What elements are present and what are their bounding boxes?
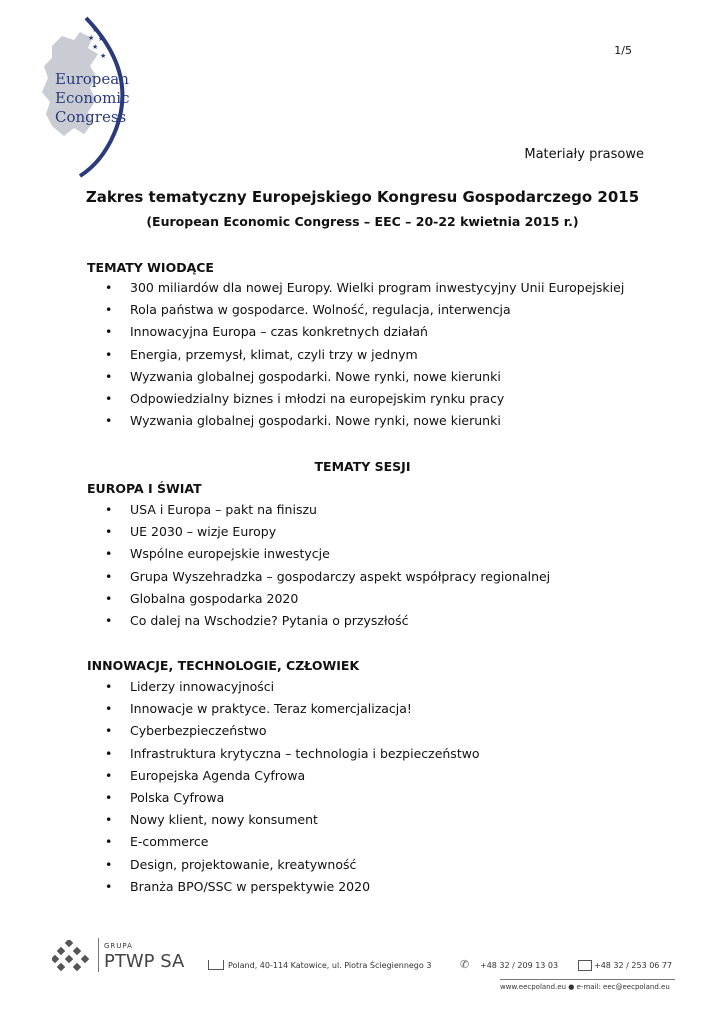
company-address: Poland, 40-114 Katowice, ul. Piotra Ściegiennego 3 <box>228 961 432 970</box>
list-item: • USA i Europa – pakt na finiszu <box>87 499 550 521</box>
list-item: • Polska Cyfrowa <box>87 787 480 809</box>
ptwp-logo-icon <box>52 940 92 974</box>
document-type: Materiały prasowe <box>524 147 644 162</box>
section-heading-europe: EUROPA I ŚWIAT <box>87 481 202 496</box>
logo-line: European <box>55 70 129 88</box>
email-link[interactable]: e-mail: eec@eecpoland.eu <box>576 983 670 991</box>
list-item: • Co dalej na Wschodzie? Pytania o przyszłość <box>87 610 550 632</box>
list-item: • Energia, przemysł, klimat, czyli trzy w jednym <box>87 344 624 366</box>
logo-text <box>55 70 145 127</box>
list-item: • Innowacje w praktyce. Teraz komercjalizacja! <box>87 698 480 720</box>
section-heading-innovation: INNOWACJE, TECHNOLOGIE, CZŁOWIEK <box>87 658 360 673</box>
list-item: • E-commerce <box>87 831 480 853</box>
list-item: • Odpowiedzialny biznes i młodzi na europejskim rynku pracy <box>87 388 624 410</box>
list-item: • Wyzwania globalnej gospodarki. Nowe rynki, nowe kierunki <box>87 366 624 388</box>
logo-line: Congress <box>55 108 127 126</box>
page-subtitle: (European Economic Congress – EEC – 20-22 kwietnia 2015 r.) <box>146 214 579 229</box>
svg-text:★: ★ <box>100 52 107 60</box>
page-title: Zakres tematyczny Europejskiego Kongresu Gospodarczego 2015 <box>85 188 640 206</box>
footer-contact <box>500 983 670 991</box>
list-item: • Wspólne europejskie inwestycje <box>87 543 550 565</box>
mail-icon <box>208 960 224 970</box>
website-link[interactable]: www.eecpoland.eu <box>500 983 567 991</box>
group-label: GRUPA <box>104 942 133 950</box>
list-item: • Cyberbezpieczeństwo <box>87 720 480 742</box>
company-phone: +48 32 / 209 13 03 <box>480 961 559 970</box>
list-item: • Nowy klient, nowy konsument <box>87 809 480 831</box>
list-item: • UE 2030 – wizje Europy <box>87 521 550 543</box>
divider <box>98 938 99 972</box>
phone-icon: ✆ <box>460 958 470 971</box>
list-item: • Globalna gospodarka 2020 <box>87 588 550 610</box>
company-fax: +48 32 / 253 06 77 <box>594 961 673 970</box>
list-item: • Design, projektowanie, kreatywność <box>87 854 480 876</box>
svg-text:★: ★ <box>92 43 99 51</box>
europe-topics-list <box>87 499 550 632</box>
list-item: • 300 miliardów dla nowej Europy. Wielki program inwestycyjny Unii Europejskiej <box>87 277 624 299</box>
logo-line: Economic <box>55 89 130 107</box>
list-item: • Infrastruktura krytyczna – technologia i bezpieczeństwo <box>87 743 480 765</box>
section-heading-sessions: TEMATY SESJI <box>314 459 411 474</box>
list-item: • Wyzwania globalnej gospodarki. Nowe rynki, nowe kierunki <box>87 410 624 432</box>
svg-text:★: ★ <box>88 34 95 42</box>
list-item: • Rola państwa w gospodarce. Wolność, regulacja, interwencja <box>87 299 624 321</box>
leading-topics-list <box>87 277 624 432</box>
fax-icon <box>578 960 592 971</box>
svg-text:★: ★ <box>92 26 99 34</box>
footer-divider <box>500 979 675 980</box>
separator-dot: ● <box>568 983 577 991</box>
list-item: • Branża BPO/SSC w perspektywie 2020 <box>87 876 480 898</box>
innovation-topics-list <box>87 676 480 898</box>
list-item: • Grupa Wyszehradzka – gospodarczy aspekt współpracy regionalnej <box>87 566 550 588</box>
section-heading-leading: TEMATY WIODĄCE <box>87 260 214 275</box>
page-number: 1/5 <box>614 44 632 57</box>
list-item: • Innowacyjna Europa – czas konkretnych działań <box>87 321 624 343</box>
list-item: • Liderzy innowacyjności <box>87 676 480 698</box>
company-name: PTWP SA <box>104 951 185 972</box>
list-item: • Europejska Agenda Cyfrowa <box>87 765 480 787</box>
svg-text:★: ★ <box>98 35 105 43</box>
